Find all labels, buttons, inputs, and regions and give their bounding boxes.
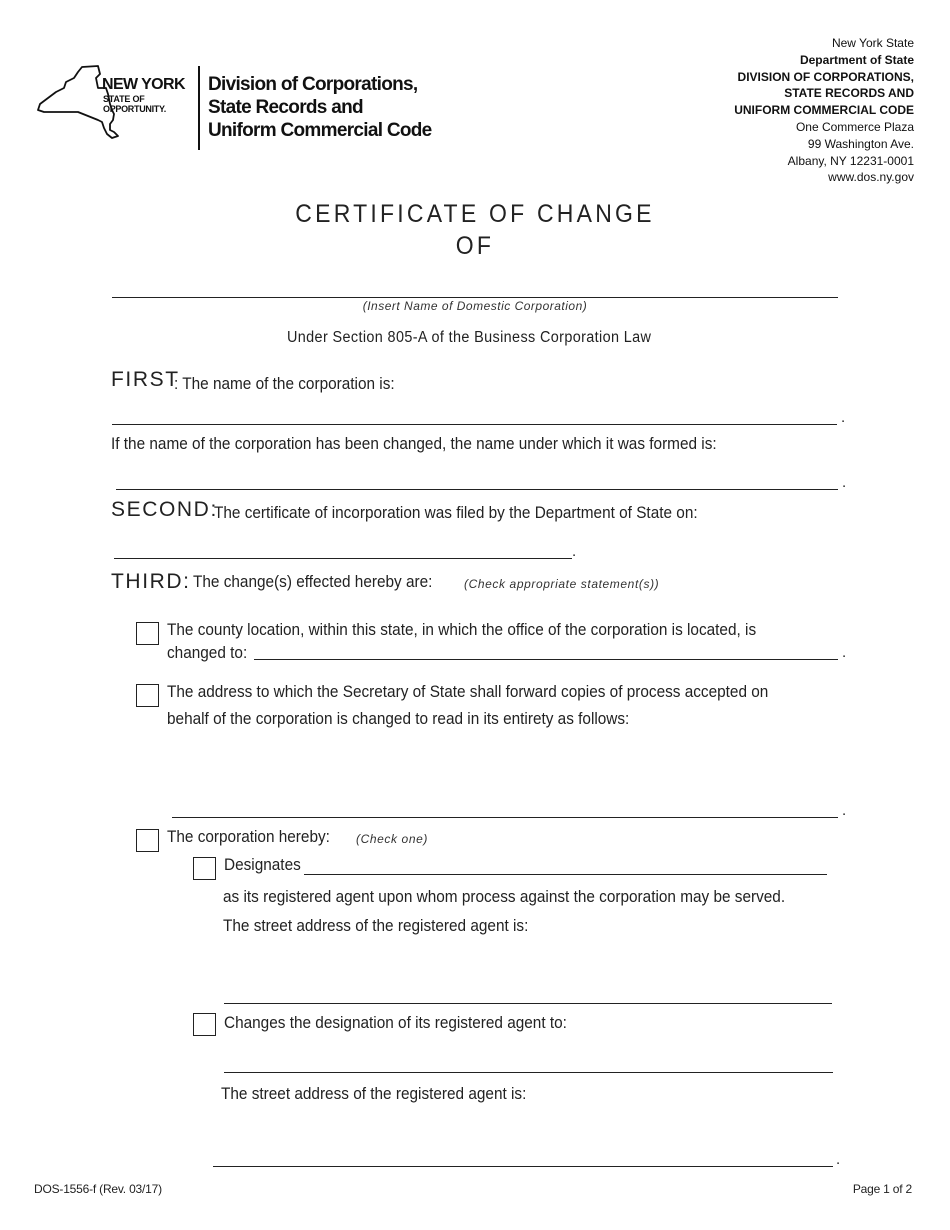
designates-checkbox[interactable] xyxy=(193,857,216,880)
second-text: The certificate of incorporation was filed by the Department of State on: xyxy=(214,504,698,522)
county-field[interactable] xyxy=(254,659,838,660)
third-text: The change(s) effected hereby are: xyxy=(193,573,433,591)
third-hint: (Check appropriate statement(s)) xyxy=(464,577,660,591)
form-title-line-1: CERTIFICATE OF CHANGE xyxy=(295,200,655,228)
new-agent-address-field[interactable] xyxy=(213,1166,833,1167)
logo-tagline-1: STATE OF xyxy=(103,94,145,104)
page-number: Page 1 of 2 xyxy=(852,1182,912,1196)
address-plaza: One Commerce Plaza xyxy=(795,119,914,134)
process-address-field[interactable] xyxy=(172,817,838,818)
logo xyxy=(34,62,464,154)
filing-date-field[interactable] xyxy=(114,558,572,559)
logo-tagline-2: OPPORTUNITY. xyxy=(103,104,166,114)
process-address-text-1: The address to which the Secretary of State shall forward copies of process accepted on xyxy=(167,683,769,701)
county-change-checkbox[interactable] xyxy=(136,622,159,645)
corporation-name-field[interactable] xyxy=(112,297,838,298)
changes-address-label: The street address of the registered agent is: xyxy=(221,1085,527,1103)
corporation-current-name-field[interactable] xyxy=(112,424,837,425)
form-id: DOS-1556-f (Rev. 03/17) xyxy=(34,1182,162,1196)
designates-desc-1: as its registered agent upon whom process against the corporation may be served. xyxy=(223,888,786,906)
logo-division-3: Uniform Commercial Code xyxy=(208,120,432,141)
changes-designation-checkbox[interactable] xyxy=(193,1013,216,1036)
address-department: Department of State xyxy=(799,52,914,67)
address-state: New York State xyxy=(831,36,914,50)
law-reference: Under Section 805-A of the Business Corporation Law xyxy=(287,329,652,346)
designates-desc-2: The street address of the registered agent is: xyxy=(223,917,529,935)
period-1: . xyxy=(841,409,846,426)
logo-divider xyxy=(198,66,200,150)
corporation-name-caption: (Insert Name of Domestic Corporation) xyxy=(362,299,588,313)
address-division-1: DIVISION OF CORPORATIONS, xyxy=(737,69,914,84)
original-name-field[interactable] xyxy=(116,489,838,490)
designated-agent-name-field[interactable] xyxy=(304,874,827,875)
first-heading: FIRST xyxy=(111,368,180,391)
county-change-text-2: changed to: xyxy=(167,644,248,662)
period-5: . xyxy=(842,802,847,819)
address-division-2: STATE RECORDS AND xyxy=(784,86,914,101)
form-title-line-2: OF xyxy=(455,232,495,260)
second-heading: SECOND: xyxy=(111,498,218,521)
name-changed-text: If the name of the corporation has been changed, the name under which it was formed is: xyxy=(111,435,717,453)
logo-division-2: State Records and xyxy=(208,97,363,118)
registered-agent-text: The corporation hereby: xyxy=(167,828,330,846)
period-4: . xyxy=(842,644,847,661)
address-division-3: UNIFORM COMMERCIAL CODE xyxy=(734,103,914,118)
logo-division-1: Division of Corporations, xyxy=(208,74,418,95)
logo-state-name: NEW YORK xyxy=(102,76,185,93)
period-6: . xyxy=(836,1151,841,1168)
process-address-text-2: behalf of the corporation is changed to read in its entirety as follows: xyxy=(167,710,630,728)
agency-address xyxy=(614,35,914,186)
county-change-text-1: The county location, within this state, in which the office of the corporation is located, is xyxy=(167,621,757,639)
first-text: : The name of the corporation is: xyxy=(174,375,395,393)
new-agent-name-field[interactable] xyxy=(224,1072,833,1073)
address-website: www.dos.ny.gov xyxy=(828,170,914,185)
form-title xyxy=(0,198,950,262)
period-2: . xyxy=(842,474,847,491)
changes-label: Changes the designation of its registered agent to: xyxy=(224,1014,567,1032)
process-address-checkbox[interactable] xyxy=(136,684,159,707)
designates-label: Designates xyxy=(224,856,301,874)
registered-agent-checkbox[interactable] xyxy=(136,829,159,852)
period-3: . xyxy=(572,543,577,560)
registered-agent-hint: (Check one) xyxy=(356,832,428,846)
address-city: Albany, NY 12231-0001 xyxy=(787,153,914,168)
third-heading: THIRD: xyxy=(111,570,191,593)
address-street: 99 Washington Ave. xyxy=(807,136,914,151)
designated-agent-address-field[interactable] xyxy=(224,1003,832,1004)
